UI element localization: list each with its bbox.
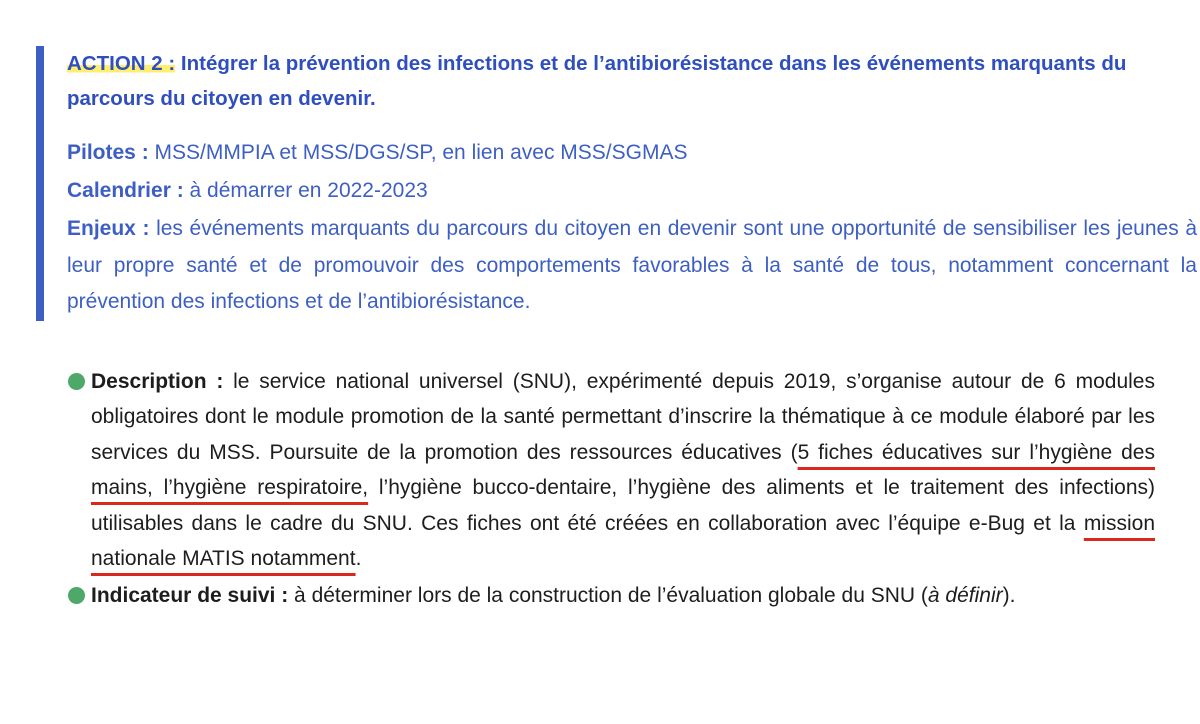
indicateur-text-1: à déterminer lors de la construction de l’évaluation globale du SNU ( — [288, 584, 928, 608]
green-dot-icon — [68, 373, 85, 390]
indicateur-label: Indicateur de suivi : — [91, 584, 289, 608]
action-label: ACTION 2 : — [67, 52, 176, 75]
action-title — [67, 46, 1197, 116]
indicateur-bullet — [67, 578, 1155, 613]
enjeux-text: les événements marquants du parcours du citoyen en devenir sont une opportunité de sensibiliser les jeunes à leur propre santé et de promouvoir des comportements favorables à la santé de tous, notamment concernant la prévention des infections et de l’antibiorésistance. — [67, 217, 1197, 313]
underlined-matis: mission nationale MATIS notamment — [91, 511, 1155, 571]
indicateur-italic: à définir — [927, 584, 1003, 608]
green-dot-icon — [68, 587, 85, 604]
pilotes-label: Pilotes : — [67, 141, 149, 164]
pilotes-text: MSS/MMPIA et MSS/DGS/SP, en lien avec MSS/SGMAS — [148, 141, 688, 164]
action-block — [36, 46, 1197, 321]
description-bullet — [67, 364, 1155, 576]
bullet-list — [67, 364, 1155, 614]
action-title-text: Intégrer la prévention des infections et de l’antibiorésistance dans les événements marquants du parcours du citoyen en devenir. — [67, 52, 1127, 110]
calendrier-line — [67, 173, 1197, 208]
underlined-fiches: 5 fiches éducatives sur l’hygiène des mains, l’hygiène respiratoire, — [91, 440, 1155, 500]
description-label: Description : — [91, 370, 224, 393]
calendrier-label: Calendrier : — [67, 179, 184, 202]
description-text-2: l’hygiène bucco-dentaire, l’hygiène des aliments et le traitement des infections) utilisables dans le cadre du SNU. Ces fiches ont été créées en collaboration avec l’équipe e-Bug et la — [91, 476, 1155, 535]
description-text-1: le service national universel (SNU), expérimenté depuis 2019, s’organise autour de 6 modules obligatoires dont le module promotion de la santé permettant d’inscrire la thématique à ce module élaboré par les services du MSS. Poursuite de la promotion des ressources éducatives ( — [91, 370, 1155, 464]
calendrier-text: à démarrer en 2022-2023 — [183, 179, 428, 202]
pilotes-line — [67, 135, 1197, 170]
enjeux-paragraph — [67, 211, 1197, 321]
indicateur-text-2: ). — [1002, 584, 1016, 608]
description-text-3: . — [355, 547, 362, 571]
enjeux-label: Enjeux : — [67, 217, 150, 240]
